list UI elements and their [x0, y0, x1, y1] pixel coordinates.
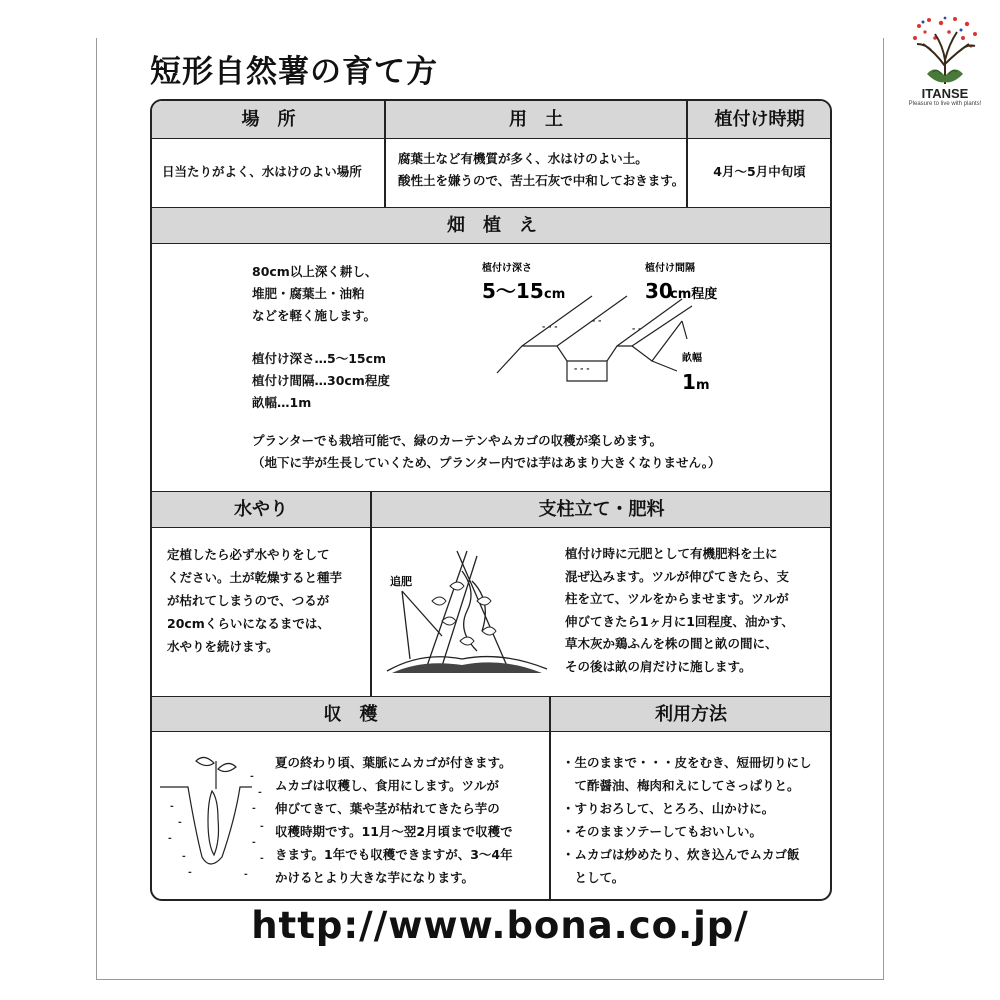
support-text: [565, 543, 794, 678]
svg-text:-: -: [188, 868, 192, 878]
divider: [549, 696, 551, 901]
width-value: 1: [682, 370, 696, 394]
usage-line: ・ムカゴは炒めたり、炊き込んでムカゴ飯: [562, 847, 800, 862]
depth-label: 植付け深さ: [482, 263, 532, 274]
svg-text:-: -: [252, 838, 256, 848]
harvest-line: 収穫時期です。11月～翌2月頃まで収穫で: [275, 824, 513, 839]
svg-text:-: -: [244, 870, 248, 880]
page-title: 短形自然薯の育て方: [150, 54, 438, 90]
depth-unit: cm: [544, 287, 566, 302]
soil-text: [398, 148, 684, 192]
divider: [686, 101, 688, 208]
svg-text:-: -: [258, 788, 262, 798]
width-label: 畝幅: [682, 353, 702, 364]
svg-text:- -: - -: [632, 324, 642, 333]
planting-header: 畑 植 え: [152, 208, 832, 244]
planting-spec-text: [252, 348, 390, 414]
spacing-unit: cm程度: [670, 287, 718, 302]
support-line: 柱を立て、ツルをからませます。ツルが: [565, 591, 789, 606]
harvest-line: ムカゴは収穫し、食用にします。ツルが: [275, 778, 500, 793]
spec-line: 畝幅…1m: [252, 395, 312, 410]
usage-line: て酢醤油、梅肉和えにしてさっぱりと。: [562, 778, 800, 793]
soil-header: 用 土: [385, 101, 687, 139]
usage-header: 利用方法: [550, 697, 832, 732]
svg-text:-: -: [168, 834, 172, 844]
support-line: 草木灰か鶏ふんを株の間と畝の間に、: [565, 636, 778, 651]
harvest-line: かけるとより大きな芋になります。: [275, 870, 475, 885]
place-text: 日当たりがよく、水はけのよい場所: [162, 164, 362, 179]
yam-harvest-diagram: [160, 749, 270, 889]
svg-text:- -: - -: [592, 316, 602, 325]
logo-name: ITANSE: [921, 86, 969, 101]
usage-line: ・生のままで・・・皮をむき、短冊切りにし: [562, 755, 812, 770]
watering-line: 定植したら必ず水やりをして: [167, 547, 330, 562]
support-line: 植付け時に元肥として有機肥料を土に: [565, 546, 778, 561]
usage-line: ・そのままソテーしてもおいしい。: [562, 824, 763, 839]
timing-text: 4月～5月中旬頃: [713, 164, 806, 179]
support-header: 支柱立て・肥料: [371, 492, 832, 528]
prep-line: 80cm以上深く耕し、: [252, 264, 378, 279]
divider: [384, 101, 386, 208]
watering-text: [167, 543, 342, 658]
watering-line: 水やりを続けます。: [167, 639, 279, 654]
planting-prep-text: [252, 261, 377, 327]
logo-tagline: Pleasure to live with plants!: [908, 101, 982, 107]
divider: [370, 491, 372, 697]
watering-line: 20cmくらいになるまでは、: [167, 616, 330, 631]
spec-line: 植付け間隔…30cm程度: [252, 373, 390, 388]
harvest-line: きます。1年でも収穫できますが、3～4年: [275, 847, 513, 862]
ridge-diagram: [482, 251, 742, 401]
svg-text:- - -: - - -: [574, 364, 590, 373]
spacing-label: 植付け間隔: [645, 263, 695, 274]
svg-text:-: -: [260, 854, 264, 864]
soil-line: 腐葉土など有機質が多く、水はけのよい土。: [398, 151, 648, 166]
svg-text:-: -: [178, 818, 182, 828]
svg-text:-: -: [250, 772, 254, 782]
svg-text:-: -: [252, 804, 256, 814]
watering-header: 水やり: [152, 492, 370, 528]
prep-line: 堆肥・腐葉土・油粕: [252, 286, 365, 301]
website-url[interactable]: http://www.bona.co.jp/: [251, 904, 749, 947]
watering-line: ください。土が乾燥すると種芋: [167, 570, 343, 585]
depth-value: 5～15: [482, 279, 544, 303]
usage-text: [562, 751, 812, 889]
usage-line: として。: [562, 870, 625, 885]
svg-text:-: -: [170, 802, 174, 812]
soil-line: 酸性土を嫌うので、苦土石灰で中和しておきます。: [398, 173, 685, 188]
tree-icon: [905, 14, 985, 86]
harvest-line: 伸びてきて、葉や茎が枯れてきたら芋の: [275, 801, 500, 816]
ridge-shape: [497, 296, 692, 381]
note-line: （地下に芋が生長していくため、プランター内では芋はあまり大きくなりません。）: [252, 455, 721, 470]
place-header: 場 所: [152, 101, 385, 139]
support-line: 伸びてきたら1ヶ月に1回程度、油かす、: [565, 613, 794, 629]
usage-line: ・すりおろして、とろろ、山かけに。: [562, 801, 775, 816]
svg-text:- - -: - - -: [542, 322, 558, 331]
harvest-line: 夏の終わり頃、葉脈にムカゴが付きます。: [275, 755, 512, 770]
fertilizer-label: 追肥: [390, 575, 412, 588]
harvest-header: 収 穫: [152, 697, 549, 732]
prep-line: などを軽く施します。: [252, 308, 377, 323]
spacing-value: 30: [645, 279, 673, 303]
growing-guide-panel: [150, 99, 832, 901]
support-line: 混ぜ込みます。ツルが伸びてきたら、支: [565, 568, 790, 584]
planting-note-text: [252, 430, 721, 474]
support-line: その後は畝の肩だけに施します。: [565, 658, 752, 674]
itanse-logo: [905, 14, 985, 109]
width-unit: m: [696, 378, 710, 393]
harvest-text: [275, 751, 513, 889]
svg-text:-: -: [260, 822, 264, 832]
trellis-diagram: [382, 541, 552, 681]
watering-line: が枯れてしまうので、つるが: [167, 593, 330, 608]
timing-header: 植付け時期: [687, 101, 832, 139]
spec-line: 植付け深さ…5～15cm: [252, 351, 387, 366]
svg-text:-: -: [182, 852, 186, 862]
note-line: プランターでも栽培可能で、緑のカーテンやムカゴの収穫が楽しめます。: [252, 433, 663, 448]
